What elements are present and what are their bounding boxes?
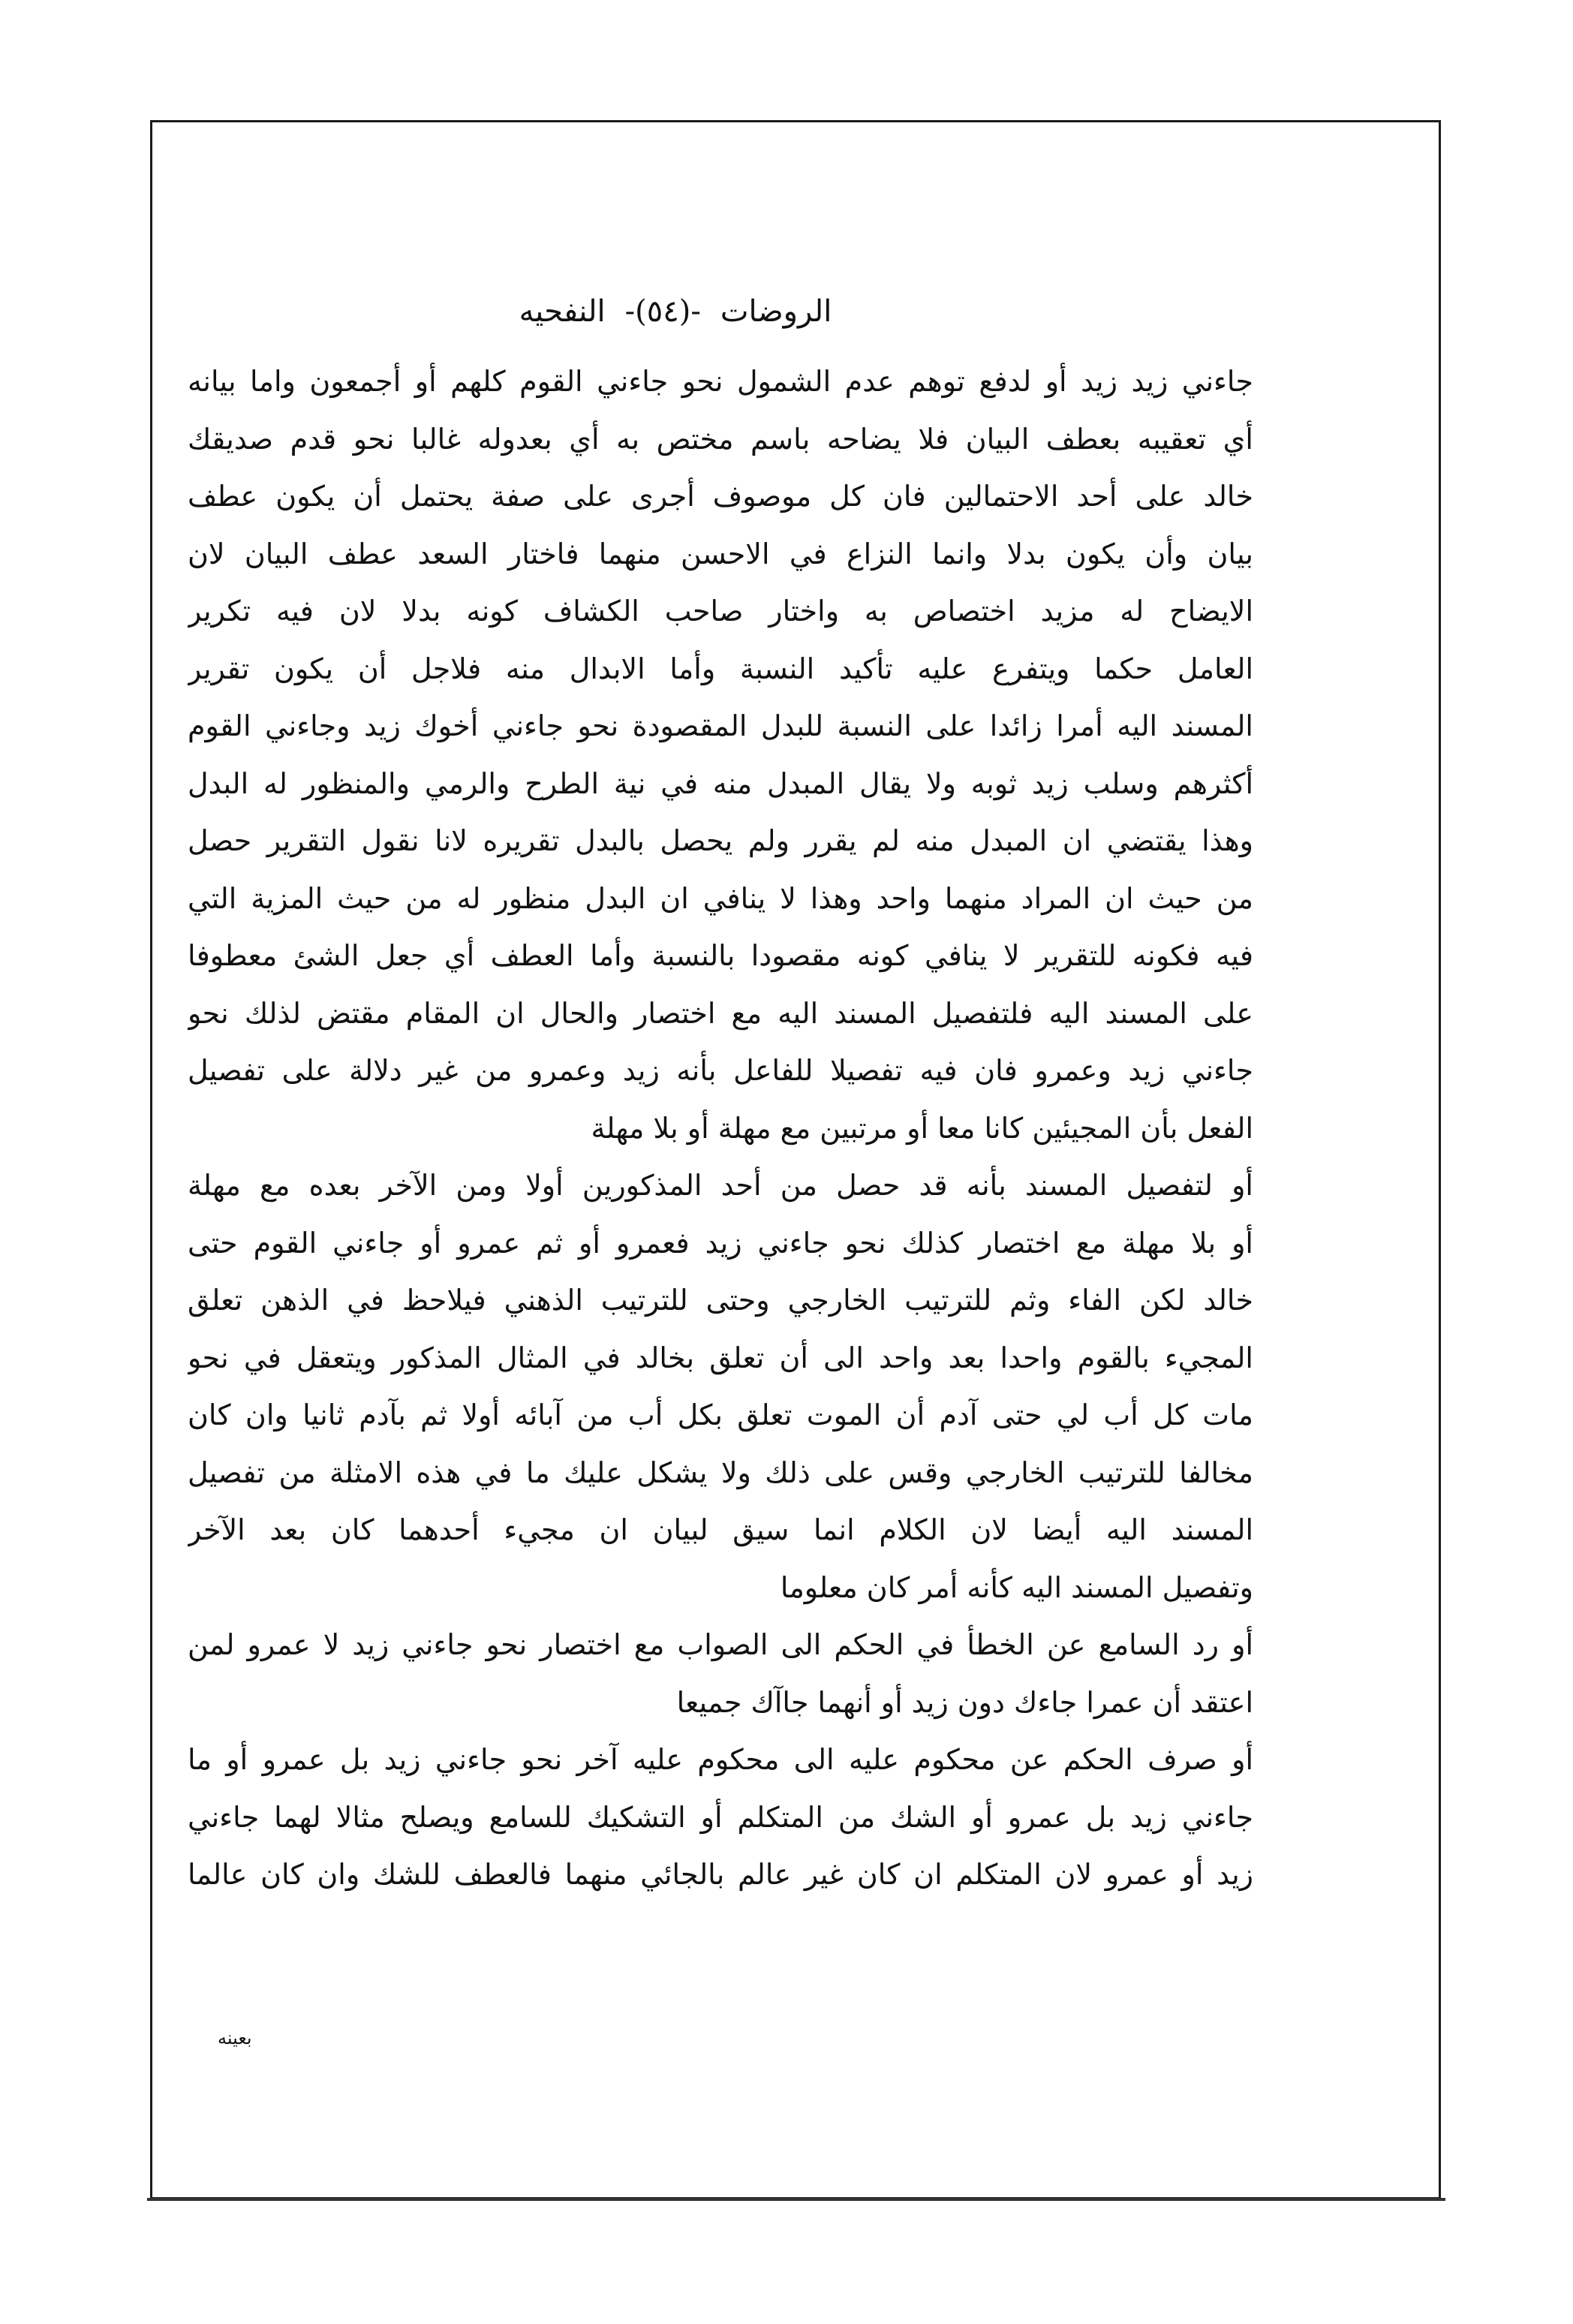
text-line: أو رد السامع عن الخطأ في الحكم الى الصواب مع اختصار نحو جاءني زيد لا عمرو لمن — [188, 1628, 1253, 1661]
body-text — [188, 353, 1253, 1904]
text-line: أكثرهم وسلب زيد ثوبه ولا يقال المبدل منه في نية الطرح والرمي والمنظور له البدل — [188, 766, 1253, 800]
text-line: المسند اليه أمرا زائدا على النسبة للبدل المقصودة نحو جاءني أخوك زيد وجاءني القوم — [188, 709, 1253, 742]
text-line: من حيث ان المراد منهما واحد وهذا لا ينافي ان البدل منظور له من حيث المزية التي — [188, 881, 1253, 915]
text-line: وهذا يقتضي ان المبدل منه لم يقرر ولم يحصل بالبدل تقريره لانا نقول التقرير حصل — [188, 824, 1253, 857]
header-title-left: الروضات — [720, 294, 832, 329]
text-line: الفعل بأن المجيئين كانا معا أو مرتبين مع مهلة أو بلا مهلة — [591, 1111, 1253, 1145]
text-line: على المسند اليه فلتفصيل المسند اليه مع اختصار والحال ان المقام مقتض لذلك نحو — [188, 996, 1253, 1030]
text-line: فيه فكونه للتقرير لا ينافي كونه مقصودا بالنسبة وأما العطف أي جعل الشئ معطوفا — [188, 939, 1253, 972]
text-line: المسند اليه أيضا لان الكلام انما سيق لبيان ان مجيء أحدهما كان بعد الآخر — [188, 1513, 1253, 1546]
text-line: وتفصيل المسند اليه كأنه أمر كان معلوما — [780, 1570, 1253, 1604]
header-title-right: النفحيه — [519, 294, 606, 329]
page-header — [480, 285, 871, 338]
text-line: زيد أو عمرو لان المتكلم ان كان غير عالم بالجائي منهما فالعطف للشك وان كان عالما — [188, 1858, 1253, 1891]
text-line: بيان وأن يكون بدلا وانما النزاع في الاحسن منهما فاختار السعد عطف البيان لان — [188, 537, 1253, 570]
page-number: -(٥٤)- — [624, 294, 701, 329]
text-line: الايضاح له مزيد اختصاص به واختار صاحب الكشاف كونه بدلا لان فيه تكرير — [188, 595, 1253, 628]
text-line: اعتقد أن عمرا جاءك دون زيد أو أنهما جاآك جميعا — [676, 1685, 1253, 1719]
text-line: جاءني زيد بل عمرو أو الشك من المتكلم أو التشكيك للسامع ويصلح مثالا لهما جاءني — [188, 1800, 1253, 1834]
page-border-bottom-rule — [147, 2198, 1445, 2201]
catchword: بعينه — [218, 2027, 252, 2049]
text-line: أو صرف الحكم عن محكوم عليه الى محكوم عليه آخر نحو جاءني زيد بل عمرو أو ما — [188, 1743, 1253, 1776]
text-line: المجيء بالقوم واحدا بعد واحد الى أن تعلق بخالد في المثال المذكور ويتعقل في نحو — [188, 1341, 1253, 1374]
text-line: أو لتفصيل المسند بأنه قد حصل من أحد المذكورين أولا ومن الآخر بعده مع مهلة — [188, 1169, 1253, 1202]
text-line: العامل حكما ويتفرع عليه تأكيد النسبة وأما الابدال منه فلاجل أن يكون تقرير — [188, 652, 1253, 685]
text-line: أي تعقيبه بعطف البيان فلا يضاحه باسم مختص به أي بعدوله غالبا نحو قدم صديقك — [188, 422, 1253, 456]
text-line: مخالفا للترتيب الخارجي وقس على ذلك ولا يشكل عليك ما في هذه الامثلة من تفصيل — [188, 1456, 1253, 1489]
text-line: أو بلا مهلة مع اختصار كذلك نحو جاءني زيد فعمرو أو ثم عمرو أو جاءني القوم حتى — [188, 1226, 1253, 1260]
text-line: مات كل أب لي حتى آدم أن الموت تعلق بكل أب من آبائه أولا ثم بآدم ثانيا وان كان — [188, 1398, 1253, 1431]
text-line: خالد على أحد الاحتمالين فان كل موصوف أجرى على صفة يحتمل أن يكون عطف — [188, 480, 1253, 513]
text-line: جاءني زيد وعمرو فان فيه تفصيلا للفاعل بأنه زيد وعمرو من غير دلالة على تفصيل — [188, 1054, 1253, 1087]
text-line: جاءني زيد زيد أو لدفع توهم عدم الشمول نحو جاءني القوم كلهم أو أجمعون واما بيانه — [188, 365, 1253, 398]
text-line: خالد لكن الفاء وثم للترتيب الخارجي وحتى للترتيب الذهني فيلاحظ في الذهن تعلق — [188, 1284, 1253, 1317]
